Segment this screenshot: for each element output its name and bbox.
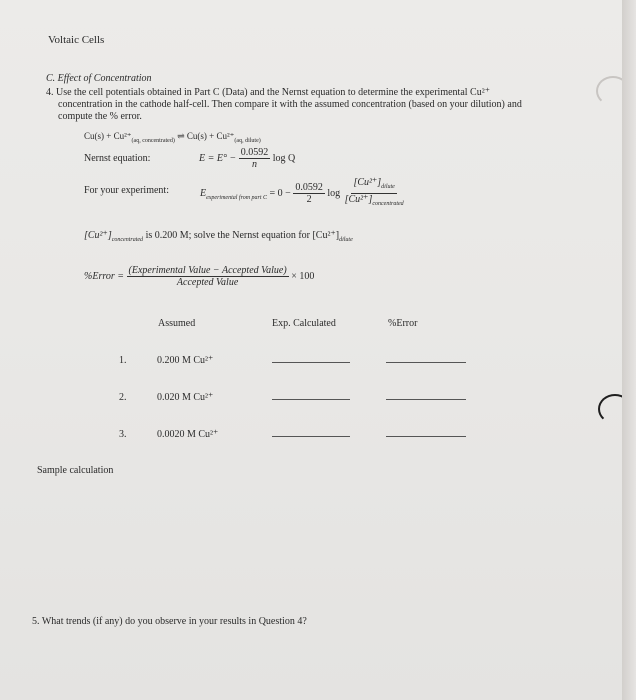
row-3-error-blank[interactable] <box>386 436 466 437</box>
nernst-denominator: n <box>251 159 257 170</box>
header-assumed: Assumed <box>158 318 196 329</box>
row-1-assumed: 0.200 M Cu²⁺ <box>157 355 214 366</box>
ratio-denominator: [Cu²⁺] <box>344 194 373 205</box>
nernst-fraction <box>239 147 271 170</box>
question-4-line-1: 4. Use the cell potentials obtained in Part C (Data) and the Nernst equation to determine the experimental Cu²⁺ <box>46 87 490 98</box>
reaction-arrow: ⇌ <box>177 131 185 141</box>
ratio-denominator-sub: concentrated <box>372 201 404 207</box>
row-3-exp-blank[interactable] <box>272 436 350 437</box>
nernst-lhs: E = E° − <box>199 152 237 164</box>
row-1-number: 1. <box>119 355 127 366</box>
ratio-numerator: [Cu²⁺] <box>353 177 382 188</box>
exp-lhs-subscript: experimental from part C <box>206 194 268 201</box>
exp-log: log <box>327 187 341 199</box>
exp-lhs: E <box>200 187 207 199</box>
given-concentration-sub: concentrated <box>111 237 144 243</box>
question-5: 5. What trends (if any) do you observe in your results in Question 4? <box>32 616 307 627</box>
row-3-number: 3. <box>119 429 127 440</box>
nernst-label: Nernst equation: <box>84 153 151 164</box>
reaction-right: Cu(s) + Cu²⁺ <box>186 131 235 141</box>
percent-error-formula <box>84 265 314 288</box>
error-numerator: (Experimental Value − Accepted Value) <box>128 265 287 276</box>
section-heading: C. Effect of Concentration <box>46 73 152 84</box>
row-1-exp-blank[interactable] <box>272 362 350 363</box>
error-denominator: Accepted Value <box>176 277 239 288</box>
reaction-right-state: (aq, dilute) <box>234 137 261 144</box>
header-exp-calculated: Exp. Calculated <box>272 318 336 329</box>
given-text: is 0.200 M; solve the Nernst equation for [Cu²⁺] <box>145 230 340 241</box>
nernst-numerator: 0.0592 <box>240 147 269 158</box>
given-concentration: [Cu²⁺] <box>84 230 112 241</box>
error-tail: × 100 <box>291 270 315 282</box>
sample-calculation-label: Sample calculation <box>37 465 114 476</box>
experiment-equation <box>200 177 406 210</box>
given-statement <box>84 230 353 243</box>
error-lhs: %Error = <box>84 270 124 282</box>
header-percent-error: %Error <box>388 318 418 329</box>
nernst-equation <box>199 147 295 170</box>
question-4-line-3: compute the % error. <box>58 111 142 122</box>
row-2-number: 2. <box>119 392 127 403</box>
row-2-assumed: 0.020 M Cu²⁺ <box>157 392 214 403</box>
nernst-tail: log Q <box>272 152 296 164</box>
cell-reaction <box>84 131 261 144</box>
row-3-assumed: 0.0020 M Cu²⁺ <box>157 429 219 440</box>
exp-numerator: 0.0592 <box>295 182 323 193</box>
given-dilute-sub: dilute <box>339 237 353 243</box>
row-2-exp-blank[interactable] <box>272 399 350 400</box>
ratio-numerator-sub: dilute <box>381 184 395 190</box>
exp-concentration-ratio <box>343 177 406 210</box>
exp-denominator: 2 <box>306 194 312 205</box>
exp-mid: = 0 − <box>269 187 291 199</box>
page-title: Voltaic Cells <box>48 34 105 46</box>
row-1-error-blank[interactable] <box>386 362 466 363</box>
reaction-left: Cu(s) + Cu²⁺ <box>84 131 132 141</box>
experiment-label: For your experiment: <box>84 185 169 196</box>
row-2-error-blank[interactable] <box>386 399 466 400</box>
page-edge <box>622 0 636 700</box>
exp-coefficient <box>293 182 325 205</box>
error-fraction <box>127 265 289 288</box>
reaction-left-state: (aq, concentrated) <box>131 137 175 144</box>
question-4-line-2: concentration in the cathode half-cell. Then compare it with the assumed concentration (based on your dilution) and <box>58 99 522 110</box>
